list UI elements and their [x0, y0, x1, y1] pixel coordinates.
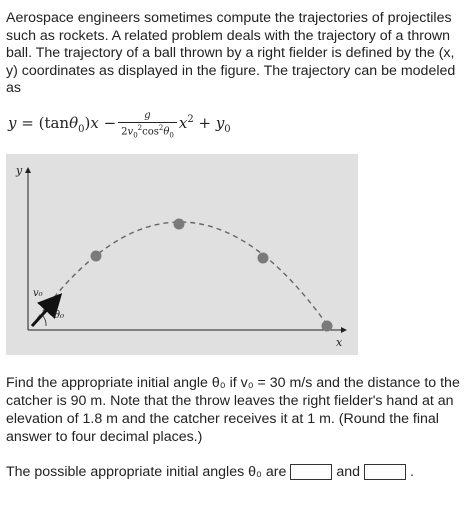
ball-3 [258, 253, 269, 264]
v0-label: v₀ [33, 288, 43, 299]
x-axis-label: x [336, 336, 343, 349]
velocity-arrow [32, 302, 54, 326]
fraction-numerator: g [144, 110, 151, 122]
ball-1 [91, 251, 102, 262]
answer-suffix: . [410, 464, 414, 480]
theta0-label: θ₀ [54, 310, 65, 321]
trajectory-path [32, 222, 328, 326]
equation-fraction [118, 110, 177, 139]
equation-lhs: y = (tanθ$_0$)x − [8, 113, 117, 135]
problem-intro: Aerospace engineers sometimes compute the trajectories of projectiles such as rockets. A related problem deals with the trajectory of a thrown ball. The trajectory of a ball thrown by a right fielder is defined by the (x, y) coordinates as displayed in the figure. The trajectory can be modeled as [6, 10, 456, 97]
angle-answer-input-2[interactable] [364, 464, 406, 480]
answer-line [6, 462, 468, 482]
trajectory-equation [8, 104, 308, 144]
trajectory-figure [6, 154, 358, 355]
trajectory-diagram [6, 154, 358, 355]
answer-prefix: The possible appropriate initial angles θ₀ are [6, 464, 287, 480]
answer-joiner: and [336, 464, 361, 480]
y-axis-label: y [16, 164, 23, 177]
angle-arc [42, 315, 46, 326]
fraction-denominator: $2v_0^2\cos^2\theta_0$ [118, 122, 177, 139]
equation-rhs: $x^2 + y_0$ [178, 113, 231, 135]
problem-question: Find the appropriate initial angle θ₀ if v₀ = 30 m/s and the distance to the catcher is 90 m. Note that the throw leaves the right fielder's hand at an elevation of 1.8 m and the catcher receives it at 1 m. (Round the final answer to four decimal places.) [6, 375, 460, 445]
ball-2 [174, 219, 185, 230]
angle-answer-input-1[interactable] [290, 464, 332, 480]
ball-4 [322, 321, 333, 332]
